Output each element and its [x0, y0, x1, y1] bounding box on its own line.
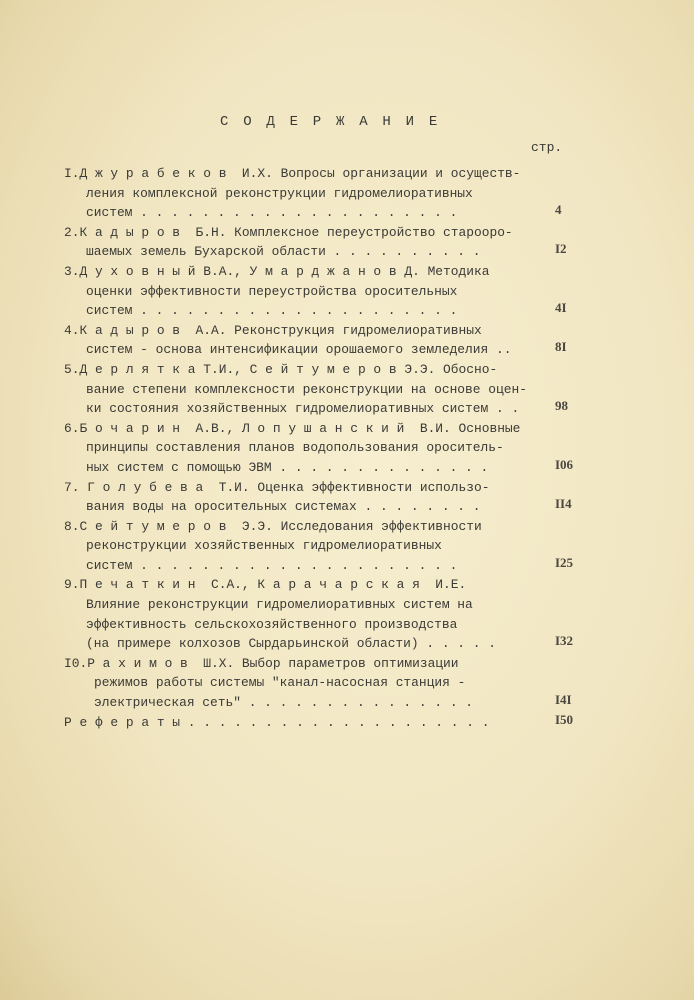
toc-entry — [64, 360, 594, 419]
toc-entry-text: систем . . . . . . . . . . . . . . . . . . . . . — [86, 557, 458, 573]
toc-entry-text: ления комплексной реконструкции гидромелиоративных — [86, 185, 473, 201]
toc-entry — [64, 223, 594, 262]
toc-entry-text: 7. Г о л у б е в а Т.И. Оценка эффективности использо- — [64, 479, 490, 495]
toc-entry-text: 4.К а д ы р о в А.А. Реконструкция гидромелиоративных — [64, 322, 482, 338]
toc-page-number: I2 — [555, 241, 567, 257]
toc-entry-text: режимов работы системы "канал-насосная станция - — [94, 675, 466, 691]
toc-entry-text: оценки эффективности переустройства оросительных — [86, 283, 458, 299]
toc-entry-text: 5.Д е р л я т к а Т.И., С е й т у м е р о в Э.Э. Обосно- — [64, 361, 498, 377]
toc-entry-text: ных систем с помощью ЭВМ . . . . . . . . . . . . . . — [86, 459, 489, 475]
toc-entry — [64, 321, 594, 360]
toc-page-number: I4I — [555, 692, 572, 708]
toc-entry-text: 2.К а д ы р о в Б.Н. Комплексное переустройство староорo- — [64, 224, 513, 240]
toc-page-number: 4I — [555, 300, 567, 316]
toc-entry — [64, 713, 594, 733]
toc-page-number: 98 — [555, 398, 568, 414]
table-of-contents — [64, 164, 594, 732]
toc-entry-text: эффективность сельскохозяйственного производства — [86, 616, 458, 632]
toc-page-number: I32 — [555, 633, 574, 649]
toc-entry-text: I0.Р а х и м о в Ш.Х. Выбор параметров оптимизации — [64, 655, 459, 671]
toc-page-number: 8I — [555, 339, 567, 355]
toc-entry-text: (на примере колхозов Сырдарьинской области) . . . . . — [86, 636, 496, 652]
toc-entry-text: принципы составления планов водопользования ороситель- — [86, 440, 504, 456]
toc-entry-text: 8.С е й т у м е р о в Э.Э. Исследования эффективности — [64, 518, 482, 534]
toc-entry — [64, 262, 594, 321]
toc-entry-text: Влияние реконструкции гидромелиоративных систем на — [86, 597, 473, 613]
toc-page-number: I06 — [555, 456, 574, 472]
toc-entry-text: вания воды на оросительных системах . . . . . . . . — [86, 499, 481, 515]
toc-entry-text: систем . . . . . . . . . . . . . . . . . . . . . — [86, 205, 458, 221]
toc-entry — [64, 419, 594, 478]
toc-page-number: 4 — [555, 202, 562, 218]
toc-page-number: II4 — [555, 496, 572, 512]
toc-entry-text: I.Д ж у р а б е к о в И.Х. Вопросы организации и осуществ- — [64, 166, 521, 181]
toc-entry — [64, 478, 594, 517]
toc-entry-text: систем - основа интенсификации орошаемого земледелия .. — [86, 342, 512, 358]
toc-entry-text: шаемых земель Бухарской области . . . . . . . . . . — [86, 244, 481, 260]
toc-entry-text: 9.П е ч а т к и н С.А., К а р а ч а р с к а я И.Е. — [64, 577, 467, 593]
toc-page-number: I50 — [555, 711, 574, 727]
toc-page-number: I25 — [555, 554, 574, 570]
toc-entry-text: 3.Д у х о в н ы й В.А., У м а р д ж а н о в Д. Методика — [64, 263, 490, 279]
toc-entry-text: Р е ф е р а т ы . . . . . . . . . . . . . . . . . . . . — [64, 714, 490, 730]
toc-entry-text: систем . . . . . . . . . . . . . . . . . . . . . — [86, 303, 458, 319]
page-title: С О Д Е Р Ж А Н И Е — [220, 114, 441, 130]
page-column-label: стр. — [531, 140, 563, 155]
toc-entry — [64, 575, 594, 653]
toc-entry-text: вание степени комплексности реконструкции на основе оцен- — [86, 381, 527, 397]
toc-entry-text: ки состояния хозяйственных гидромелиоративных систем . . — [86, 401, 520, 417]
toc-entry-text: 6.Б о ч а р и н А.В., Л о п у ш а н с к и й В.И. Основные — [64, 420, 521, 436]
toc-entry — [64, 517, 594, 576]
toc-entry — [64, 164, 594, 223]
toc-entry-text: электрическая сеть" . . . . . . . . . . . . . . . — [94, 695, 474, 711]
toc-entry-text: реконструкции хозяйственных гидромелиоративных — [86, 538, 442, 554]
toc-entry — [64, 654, 594, 713]
